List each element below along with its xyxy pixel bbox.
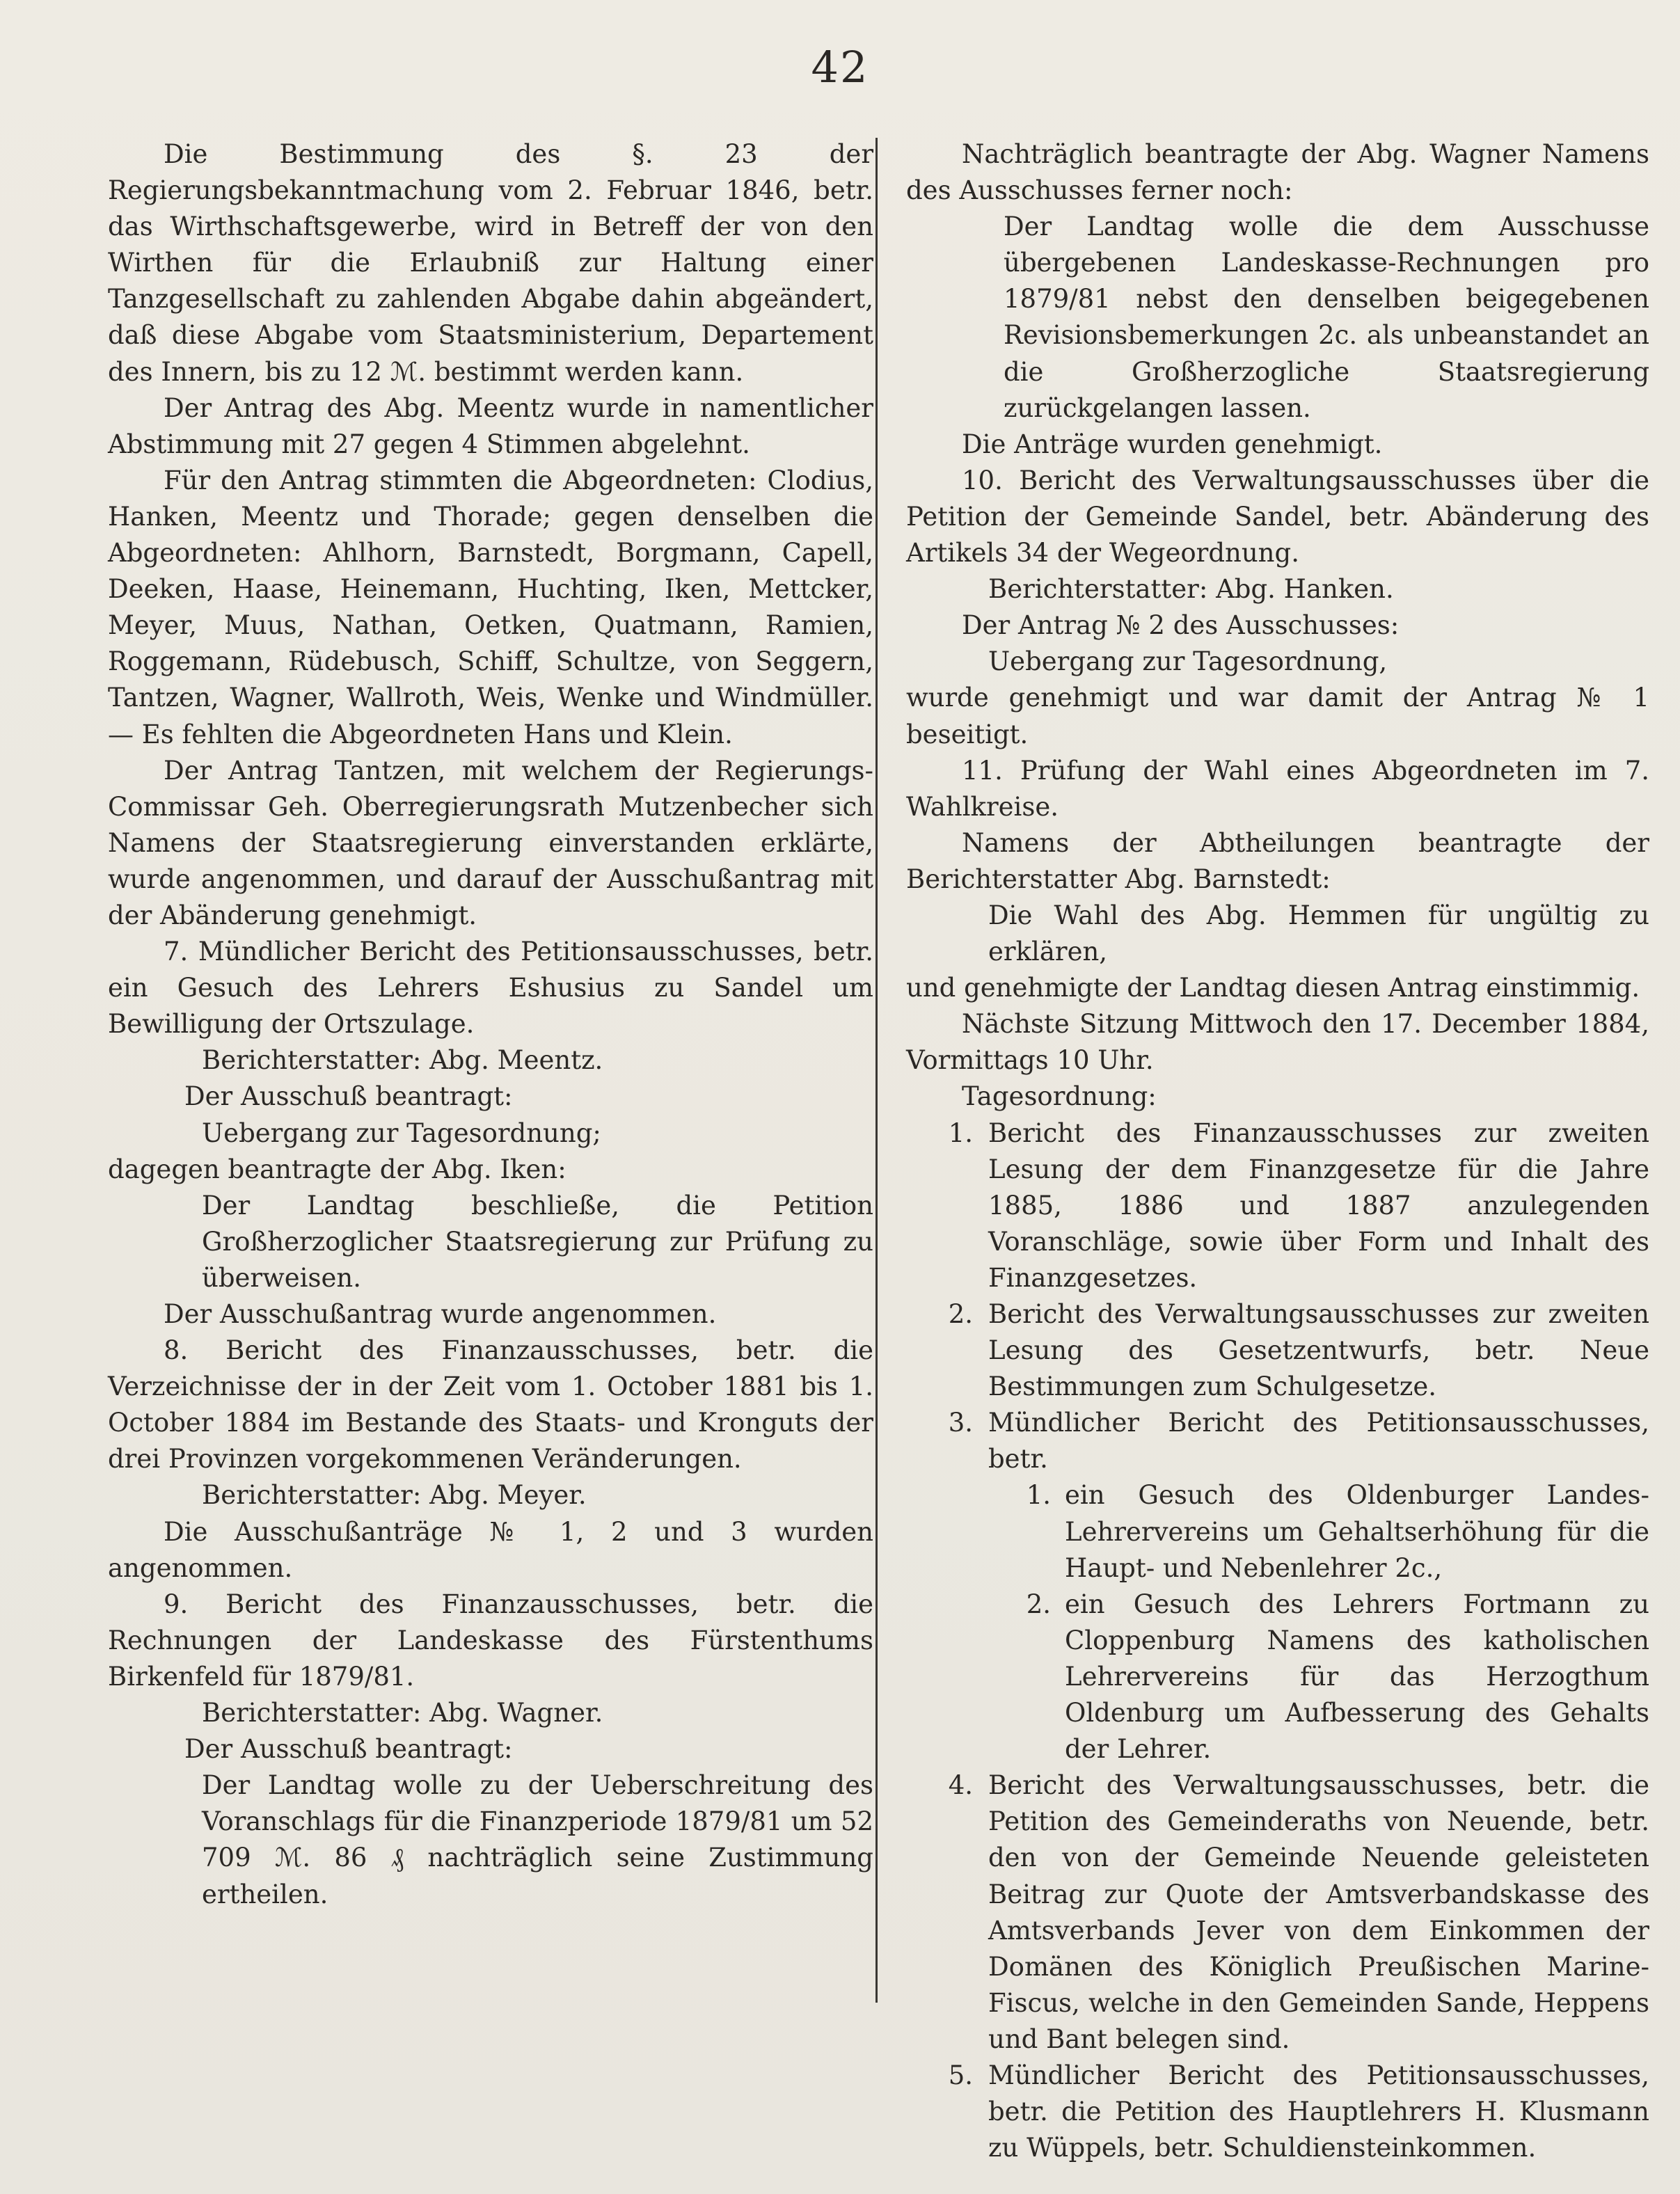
agenda-item-10: 10. Bericht des Verwaltungsausschusses über die Petition der Gemeinde Sandel, betr. Abänderung des Artikels 34 der Wegeordnung. (906, 465, 1649, 569)
reporter-line: Berichterstatter: Abg. Wagner. (202, 1698, 603, 1728)
sub-number: 1. (1026, 1480, 1051, 1511)
paragraph: Der Antrag des Abg. Meentz wurde in namentlicher Abstimmung mit 27 gegen 4 Stimmen abgelehnt. (108, 392, 873, 459)
reporter-line: Berichterstatter: Abg. Meentz. (202, 1045, 603, 1076)
paragraph: Der Antrag Tantzen, mit welchem der Regierungs-Commissar Geh. Oberregierungsrath Mutzenbecher sich Namens der Staatsregierung einverstanden erklärte, wurde angenommen, und darauf der Ausschußantrag mit der Abänderung genehmigt. (108, 755, 873, 930)
agenda-sub-item (906, 1477, 1649, 1586)
agenda-item-9: 9. Bericht des Finanzausschusses, betr. die Rechnungen der Landeskasse des Fürstenthums Birkenfeld für 1879/81. (108, 1589, 873, 1692)
sub-text: ein Gesuch des Oldenburger Landes-Lehrervereins um Gehaltserhöhung für die Haupt- und Nebenlehrer 2c., (1065, 1480, 1649, 1583)
agenda-item-11: 11. Prüfung der Wahl eines Abgeordneten im 7. Wahlkreise. (906, 755, 1649, 822)
agenda-text: Mündlicher Bericht des Petitionsausschusses, betr. (988, 1408, 1649, 1474)
agenda-number: 3. (948, 1408, 973, 1438)
agenda-heading: Tagesordnung: (962, 1081, 1157, 1112)
agenda-number: 2. (948, 1299, 973, 1329)
agenda-list-item (906, 1296, 1649, 1405)
paragraph: Die Ausschußanträge № 1, 2 und 3 wurden angenommen. (108, 1516, 873, 1583)
column-divider (875, 138, 878, 2003)
paragraph: wurde genehmigt und war damit der Antrag № 1 beseitigt. (906, 683, 1649, 749)
agenda-text: Bericht des Verwaltungsausschusses zur zweiten Lesung des Gesetzentwurfs, betr. Neue Bestimmungen zum Schulgesetze. (988, 1299, 1649, 1402)
paragraph: und genehmigte der Landtag diesen Antrag einstimmig. (906, 973, 1640, 1003)
agenda-list-item (906, 1767, 1649, 2058)
reporter-line: Berichterstatter: Abg. Meyer. (202, 1480, 587, 1511)
paragraph: Nachträglich beantragte der Abg. Wagner Namens des Ausschusses ferner noch: (906, 139, 1649, 206)
agenda-list-item (906, 1405, 1649, 1477)
agenda-item-8: 8. Bericht des Finanzausschusses, betr. die Verzeichnisse der in der Zeit vom 1. October 1881 bis 1. October 1884 im Bestande des Staats- und Kronguts der drei Provinzen vorgekommenen Veränderungen. (108, 1335, 873, 1474)
paragraph: Der Antrag № 2 des Ausschusses: (962, 610, 1400, 641)
agenda-sub-item (906, 1587, 1649, 1767)
agenda-number: 1. (948, 1118, 973, 1148)
paragraph: dagegen beantragte der Abg. Iken: (108, 1154, 566, 1184)
paragraph: Der Ausschuß beantragt: (184, 1734, 513, 1765)
agenda-list-item (906, 2058, 1649, 2166)
agenda-text: Bericht des Finanzausschusses zur zweiten Lesung der dem Finanzgesetze für die Jahre 1885, 1886 und 1887 anzulegenden Voranschläge, sowie über Form und Inhalt des Finanzgesetzes. (988, 1118, 1649, 1293)
motion-quote: Der Landtag wolle zu der Ueberschreitung des Voranschlags für die Finanzperiode 1879/81 um 52 709 ℳ. 86 ₰ nachträglich seine Zustimmung ertheilen. (202, 1770, 873, 1909)
left-column (108, 136, 873, 1913)
paragraph: Für den Antrag stimmten die Abgeordneten: Clodius, Hanken, Meentz und Thorade; gegen denselben die Abgeordneten: Ahlhorn, Barnstedt, Borgmann, Capell, Deeken, Haase, Heinemann, Huchting, Iken, Mettcker, Meyer, Muus, Nathan, Oetken, Quatmann, Ramien, Roggemann, Rüdebusch, Schiff, Schultze, von Seggern, Tantzen, Wagner, Wallroth, Weis, Wenke und Windmüller. — Es fehlten die Abgeordneten Hans und Klein. (108, 465, 873, 749)
sub-text: ein Gesuch des Lehrers Fortmann zu Cloppenburg Namens des katholischen Lehrervereins für das Herzogthum Oldenburg um Aufbesserung des Gehalts der Lehrer. (1065, 1589, 1649, 1765)
page-number: 42 (811, 42, 869, 93)
motion-quote: Uebergang zur Tagesordnung, (988, 646, 1388, 677)
motion-quote: Der Landtag beschließe, die Petition Großherzoglicher Staatsregierung zur Prüfung zu überweisen. (202, 1190, 873, 1293)
motion-quote: Die Wahl des Abg. Hemmen für ungültig zu erklären, (988, 900, 1649, 967)
paragraph: Die Anträge wurden genehmigt. (962, 429, 1383, 459)
reporter-line: Berichterstatter: Abg. Hanken. (988, 574, 1394, 605)
right-column (906, 136, 1649, 2166)
agenda-text: Mündlicher Bericht des Petitionsausschusses, betr. die Petition des Hauptlehrers H. Klusmann zu Wüppels, betr. Schuldiensteinkommen. (988, 2060, 1649, 2163)
next-session: Nächste Sitzung Mittwoch den 17. December 1884, Vormittags 10 Uhr. (906, 1009, 1649, 1076)
motion-quote: Uebergang zur Tagesordnung; (202, 1118, 601, 1148)
agenda-number: 4. (948, 1770, 973, 1801)
paragraph: Der Ausschußantrag wurde angenommen. (164, 1299, 717, 1329)
paragraph: Der Ausschuß beantragt: (184, 1081, 513, 1112)
agenda-list-item (906, 1115, 1649, 1296)
agenda-item-7: 7. Mündlicher Bericht des Petitionsausschusses, betr. ein Gesuch des Lehrers Eshusius zu Sandel um Bewilligung der Ortszulage. (108, 937, 873, 1040)
paragraph: Namens der Abtheilungen beantragte der Berichterstatter Abg. Barnstedt: (906, 827, 1649, 894)
agenda-number: 5. (948, 2060, 973, 2090)
motion-quote: Der Landtag wolle die dem Ausschusse übergebenen Landeskasse-Rechnungen pro 1879/81 nebst den denselben beigegebenen Revisionsbemerkungen 2c. als unbeanstandet an die Großherzogliche Staatsregierung zurückgelangen lassen. (1004, 212, 1649, 423)
agenda-text: Bericht des Verwaltungsausschusses, betr. die Petition des Gemeinderaths von Neuende, betr. den von der Gemeinde Neuende geleisteten Beitrag zur Quote der Amtsverbandskasse des Amtsverbands Jever von dem Einkommen der Domänen des Königlich Preußischen Marine-Fiscus, welche in den Gemeinden Sande, Heppens und Bant belegen sind. (988, 1770, 1649, 2054)
paragraph: Die Bestimmung des §. 23 der Regierungsbekanntmachung vom 2. Februar 1846, betr. das Wirthschaftsgewerbe, wird in Betreff der von den Wirthen für die Erlaubniß zur Haltung einer Tanzgesellschaft zu zahlenden Abgabe dahin abgeändert, daß diese Abgabe vom Staatsministerium, Departement des Innern, bis zu 12 ℳ. bestimmt werden kann. (108, 139, 873, 387)
sub-number: 2. (1026, 1589, 1051, 1619)
